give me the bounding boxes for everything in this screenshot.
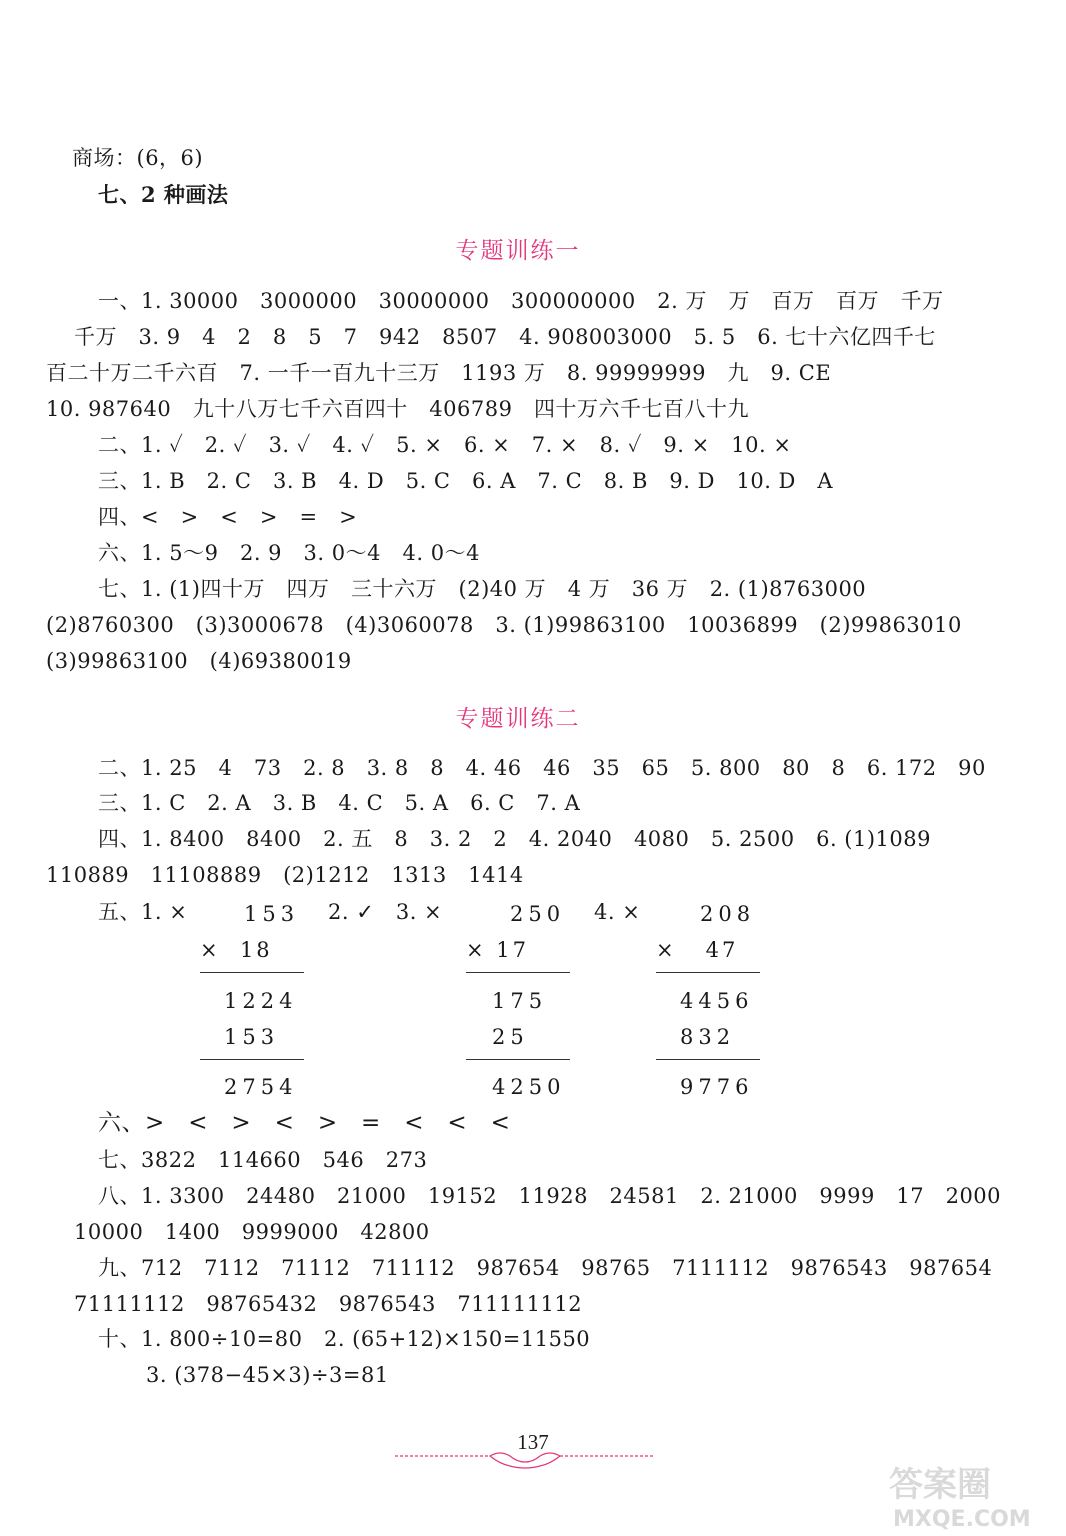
calc-3-rule-2 [656,1059,760,1060]
calc-3-p2: 832 [680,1025,736,1049]
calc-2-a: 250 [510,902,566,926]
s1-line-2: 千万 3. 9 4 2 8 5 7 942 8507 4. 908003000 5. 5 6. 七十六亿四千七 [74,325,936,349]
s1-line-9: 七、1. (1)四十万 四万 三十六万 (2)40 万 4 万 36 万 2. (1)8763000 [98,577,867,601]
calc-2-rule-2 [466,1059,570,1060]
calc-1-p2: 153 [224,1025,280,1049]
calc-1-r: 2754 [224,1075,298,1099]
calc-1-a: 153 [244,902,300,926]
calc-2-r: 4250 [492,1075,566,1099]
calc-1-rule-1 [200,972,304,973]
s2-line-12: 十、1. 800÷10=80 2. (65+12)×150=11550 [98,1327,591,1351]
calc-3-r: 9776 [680,1075,754,1099]
section-title-2: 专题训练二 [455,706,581,732]
s2-five-label: 五、1. × [98,900,188,924]
s1-line-7: 四、< > < > = > [98,505,358,529]
calc-3-p1: 4456 [680,989,754,1013]
page-number: 137 [517,1430,549,1454]
drawing-methods: 七、2 种画法 [98,182,229,207]
calc-2-p1: 175 [492,989,548,1013]
s2-line-2: 三、1. C 2. A 3. B 4. C 5. A 6. C 7. A [98,791,581,815]
s2-line-13: 3. (378−45×3)÷3=81 [146,1363,389,1387]
watermark-top-text: 答案圈 [889,1465,991,1505]
calc-2-p2: 25 [492,1025,529,1049]
s1-line-8: 六、1. 5～9 2. 9 3. 0～4 4. 0～4 [98,541,480,565]
calc-2-b: × 17 [466,938,529,962]
s1-line-5: 二、1. ✓ 2. ✓ 3. ✓ 4. ✓ 5. × 6. × 7. × 8. ✓ 9. × 10. × [98,433,792,457]
s1-line-4: 10. 987640 九十八万七千六百四十 406789 四十万六千七百八十九 [46,397,749,421]
calc-2-rule-1 [466,972,570,973]
s2-line-6: 六、> < > < > = < < < [98,1110,511,1136]
s2-line-4: 110889 11108889 (2)1212 1313 1414 [46,863,524,887]
calc-1-b: × 18 [200,938,273,962]
s2-line-9: 10000 1400 9999000 42800 [74,1220,430,1244]
s1-line-1: 一、1. 30000 3000000 30000000 300000000 2. 万 万 百万 百万 千万 [98,289,944,313]
calc-3-b: × 47 [656,938,739,962]
s2-line-7: 七、3822 114660 546 273 [98,1148,428,1172]
calc-1-rule-2 [200,1059,304,1060]
s1-line-3: 百二十万二千六百 7. 一千一百九十三万 1193 万 8. 99999999 九 9. CE [46,361,832,385]
s2-line-8: 八、1. 3300 24480 21000 19152 11928 24581 2. 21000 9999 17 2000 [98,1184,1002,1208]
s2-line-11: 71111112 98765432 9876543 711111112 [74,1292,583,1316]
calc-3-rule-1 [656,972,760,973]
section-title-1: 专题训练一 [455,238,581,264]
watermark-logo [881,1458,1056,1534]
mall-coordinate: 商场：(6，6) [72,146,204,170]
s2-five-mid2: 4. × [594,900,641,924]
watermark-bottom-text: MXQE.COM [893,1507,1031,1532]
calc-1-p1: 1224 [224,989,298,1013]
calc-3-a: 208 [700,902,756,926]
s1-line-10: (2)8760300 (3)3000678 (4)3060078 3. (1)99863100 10036899 (2)99863010 [46,613,962,637]
s2-line-1: 二、1. 25 4 73 2. 8 3. 8 8 4. 46 46 35 65 5. 800 80 8 6. 172 90 [98,756,986,780]
s1-line-6: 三、1. B 2. C 3. B 4. D 5. C 6. A 7. C 8. B 9. D 10. D A [98,469,834,493]
s2-line-3: 四、1. 8400 8400 2. 五 8 3. 2 2 4. 2040 4080 5. 2500 6. (1)1089 [98,827,931,851]
footer-ornament [395,1448,655,1472]
s2-five-mid1: 2. ✓ 3. × [328,900,443,924]
s1-line-11: (3)99863100 (4)69380019 [46,649,352,673]
s2-line-10: 九、712 7112 71112 711112 987654 98765 7111112 9876543 987654 [98,1256,993,1280]
